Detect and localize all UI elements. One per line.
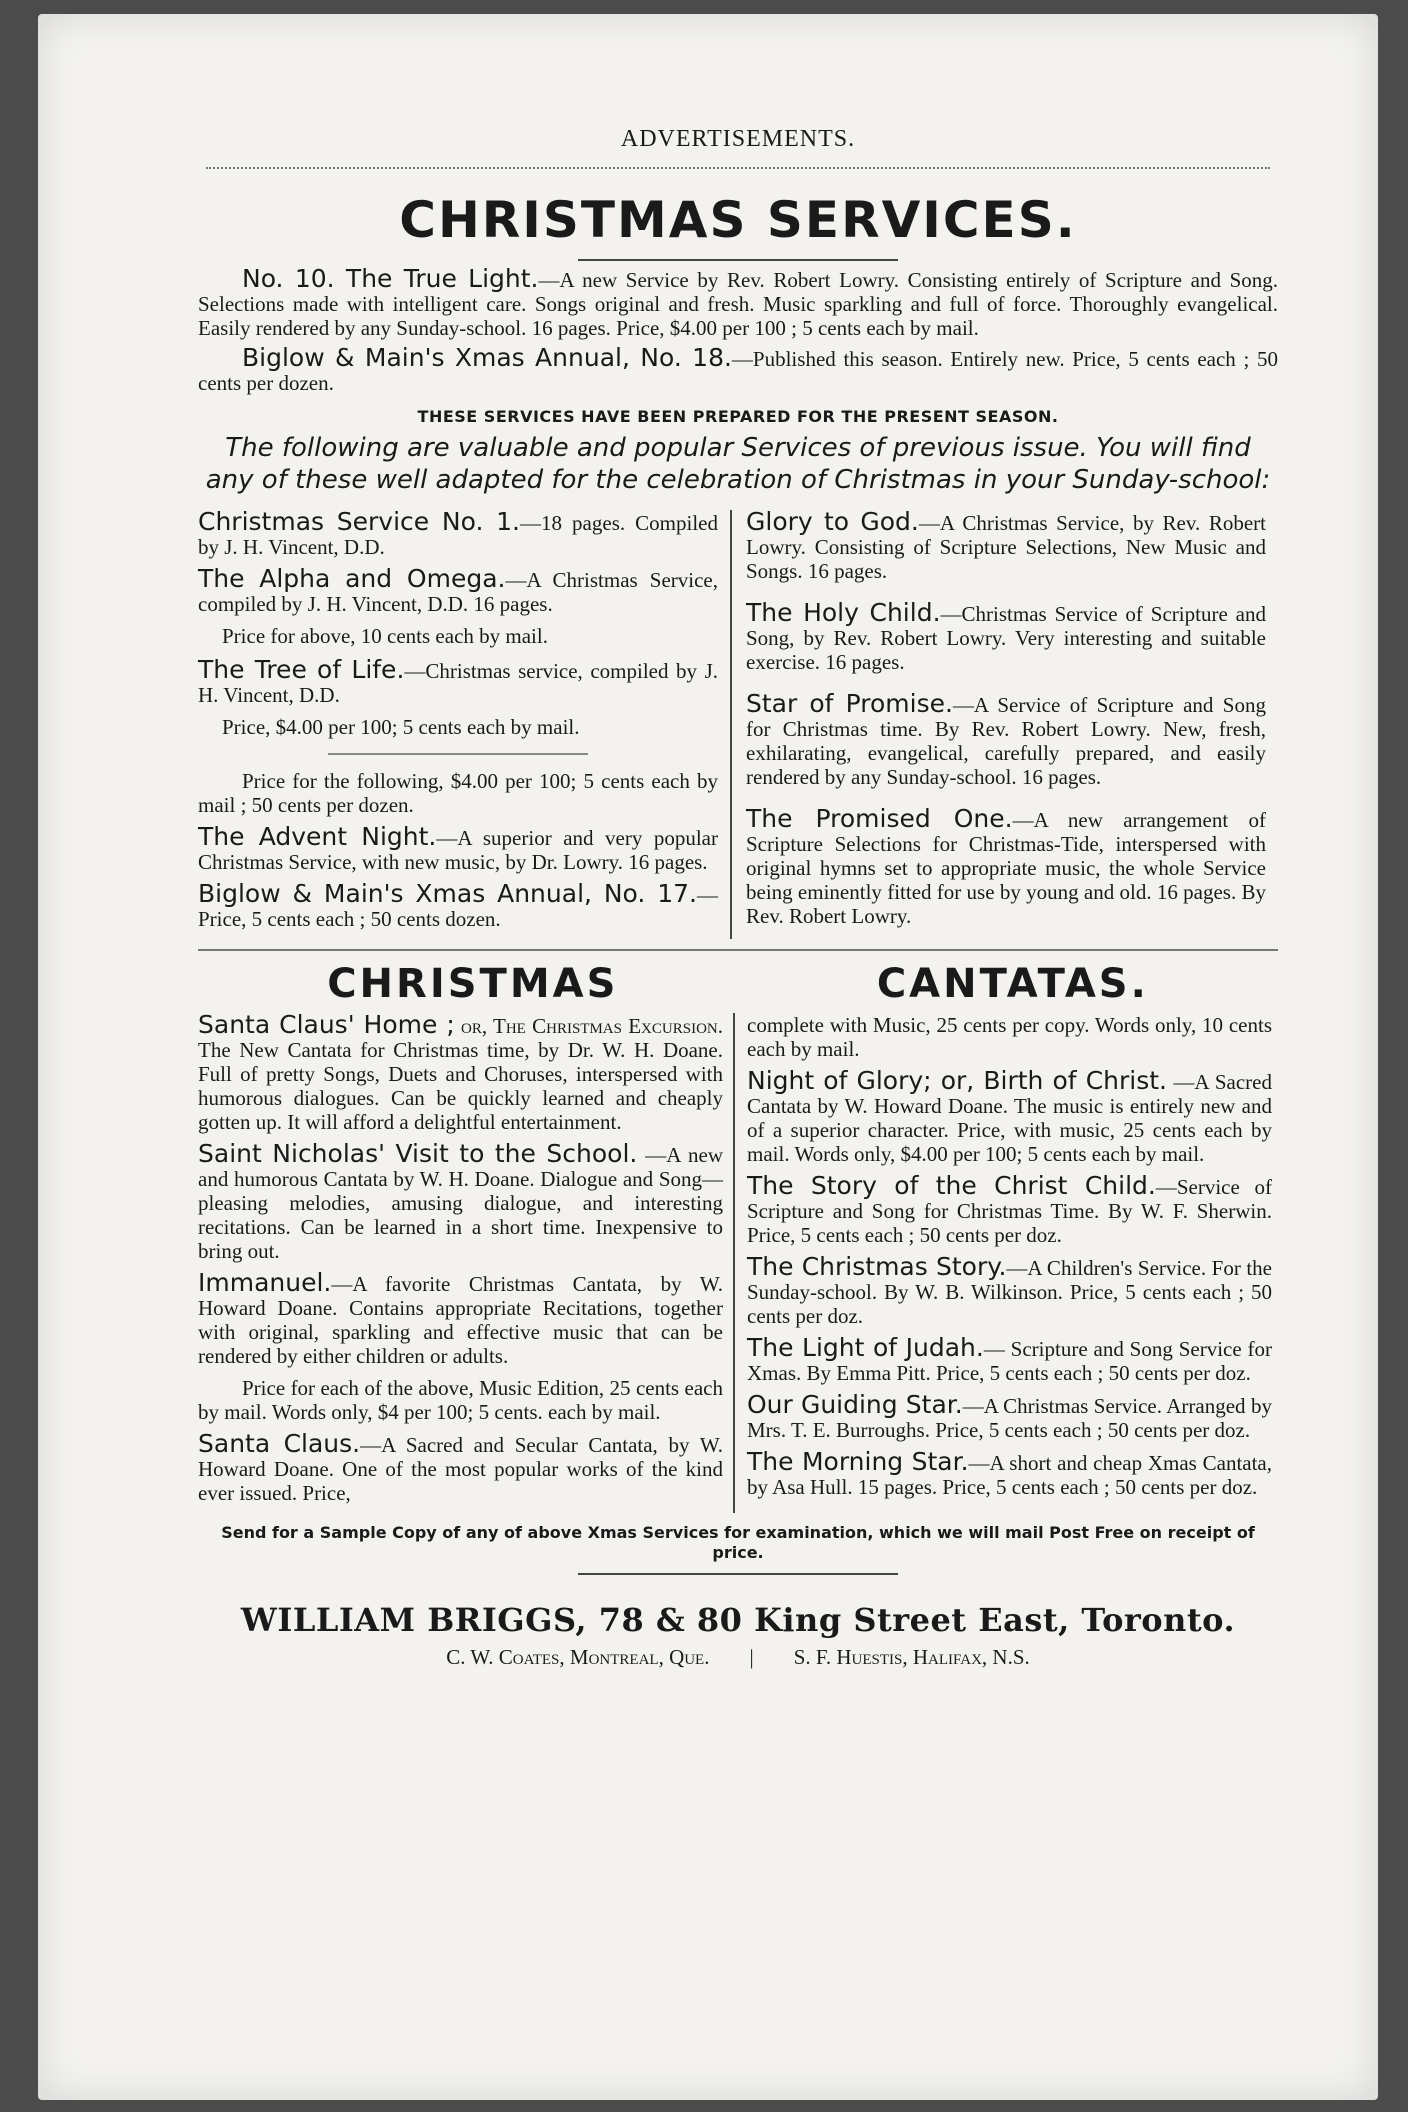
cantata-title: The Story of the Christ Child. (747, 1171, 1156, 1200)
service-entry (746, 804, 1266, 928)
cantata-text: —A short and cheap Xmas Cantata, by Asa Hull. 15 pages. Price, 5 cents each ; 50 cents per doz. (747, 1451, 1273, 1499)
dotted-rule (206, 167, 1270, 169)
agent-halifax: S. F. Huestis, Halifax, N.S. (793, 1645, 1030, 1669)
cantata-text: The New Cantata for Christmas time, by Dr. W. H. Doane. Full of pretty Songs, Duets and Choruses, interspersed with humorous dialogues. Can be quickly learned and cheaply gotten up. It will afford a delightful entertainment. (198, 1038, 723, 1134)
price-note: Price for each of the above, Music Edition, 25 cents each by mail. Words only, $4 per 100; 5 cents. each by mail. (198, 1376, 723, 1424)
service-entry (198, 822, 718, 874)
service-title: The Alpha and Omega. (198, 564, 506, 593)
cantata-text: — Scripture and Song Service for Xmas. By Emma Pitt. Price, 5 cents each ; 50 cents per doz. (747, 1337, 1272, 1385)
services-right-column (730, 507, 1266, 939)
cantata-entry (198, 1010, 723, 1134)
cantata-entry (747, 1171, 1272, 1247)
service-entry (198, 564, 719, 616)
service-entry (198, 655, 718, 707)
cantata-title: Night of Glory; or, Birth of Christ. (747, 1066, 1167, 1095)
intro-lead-1: No. 10. The True Light. (242, 264, 539, 293)
cantata-entry (747, 1447, 1273, 1499)
cantata-entry (747, 1252, 1272, 1328)
cantatas-columns (198, 1010, 1278, 1513)
title-rule (578, 259, 898, 261)
cantata-entry (198, 1429, 723, 1505)
service-text: —A superior and very popular Christmas Service, with new music, by Dr. Lowry. 16 pages. (198, 826, 718, 874)
publisher-name: WILLIAM BRIGGS, 78 & 80 King Street East, Toronto. (240, 1601, 1236, 1639)
cantata-entry (198, 1139, 723, 1263)
service-title: Glory to God. (746, 507, 919, 536)
cantata-entry (198, 1268, 723, 1368)
price-note: Price, $4.00 per 100; 5 cents each by mail. (222, 715, 580, 739)
cantata-subtitle: or, The Christmas Excursion. (454, 1014, 723, 1038)
agent-divider: | (749, 1645, 754, 1669)
section-rule (198, 949, 1278, 951)
service-title: The Tree of Life. (198, 655, 405, 684)
intro-lead-2: Biglow & Main's Xmas Annual, No. 18. (242, 343, 732, 372)
cantatas-left-column (198, 1010, 733, 1513)
service-entry (198, 879, 718, 931)
cantatas-heading (198, 961, 1278, 1007)
service-title: The Advent Night. (198, 822, 437, 851)
service-text: —A Christmas Service, compiled by J. H. Vincent, D.D. 16 pages. (198, 568, 719, 616)
footer-rule (578, 1573, 898, 1575)
service-text: —A Christmas Service, by Rev. Robert Lowry. Consisting of Scripture Selections, New Music and Songs. 16 pages. (746, 511, 1266, 583)
cantata-title: The Morning Star. (747, 1447, 969, 1476)
cantata-text: —A Children's Service. For the Sunday-school. By W. B. Wilkinson. Price, 5 cents each ; 50 cents per doz. (747, 1256, 1272, 1328)
services-left-column (198, 507, 730, 939)
service-text: —18 pages. Compiled by J. H. Vincent, D.D. (198, 511, 718, 559)
cantata-title: Saint Nicholas' Visit to the School. (198, 1139, 638, 1168)
page (38, 14, 1378, 2100)
cantata-title: Santa Claus. (198, 1429, 361, 1458)
services-columns (198, 507, 1278, 939)
season-notice: THESE SERVICES HAVE BEEN PREPARED FOR THE PRESENT SEASON. (417, 407, 1059, 426)
cantata-text: —Service of Scripture and Song for Christmas Time. By W. F. Sherwin. Price, 5 cents each ; 50 cents per doz. (747, 1175, 1272, 1247)
cantatas-heading-right: CANTATAS. (876, 961, 1149, 1007)
service-title: The Holy Child. (746, 598, 941, 627)
cantata-text: —A new and humorous Cantata by W. H. Doane. Dialogue and Song—pleasing melodies, amusing dialogue, and interesting recitations. Can be learned in a short time. Inexpensive to bring out. (198, 1143, 723, 1263)
cantata-text: —A Sacred Cantata by W. Howard Doane. The music is entirely new and of a superior character. Price, with music, 25 cents each by mail. Words only, $4.00 per 100; 5 cents each by mail. (747, 1070, 1272, 1166)
cantata-title: Santa Claus' Home ; (198, 1010, 455, 1039)
intro-text-2: —Published this season. Entirely new. Price, 5 cents each ; 50 cents per dozen. (198, 347, 1278, 395)
service-entry (746, 689, 1266, 789)
intro-paragraph-2 (198, 343, 1278, 395)
previous-issue-lead: The following are valuable and popular Services of previous issue. You will find any of these well adapted for the celebration of Christmas in your Sunday-school: (205, 433, 1271, 495)
cantata-title: The Light of Judah. (747, 1333, 984, 1362)
intro-paragraph-1 (198, 264, 1279, 340)
cantata-title: Immanuel. (198, 1268, 332, 1297)
service-text: —Price, 5 cents each ; 50 cents dozen. (198, 883, 718, 931)
cantatas-heading-left: CHRISTMAS (327, 961, 619, 1007)
service-text: —Christmas service, compiled by J. H. Vincent, D.D. (198, 659, 718, 707)
price-note: Price for above, 10 cents each by mail. (222, 624, 548, 648)
cantatas-right-column (733, 1013, 1272, 1513)
service-title: Star of Promise. (746, 689, 953, 718)
cantata-title: The Christmas Story. (747, 1252, 1007, 1281)
cantata-entry (747, 1333, 1272, 1385)
cantata-text: —A favorite Christmas Cantata, by W. Howard Doane. Contains appropriate Recitations, together with original, sparkling and effective music that can be rendered by either children or adults. (198, 1272, 723, 1368)
running-head: ADVERTISEMENTS. (620, 126, 856, 152)
cantata-text: —A Sacred and Secular Cantata, by W. Howard Doane. One of the most popular works of the kind ever issued. Price, (198, 1433, 723, 1505)
cantata-title: Our Guiding Star. (747, 1390, 963, 1419)
advertisement-body (198, 114, 1278, 1670)
service-text: —A Service of Scripture and Song for Christmas time. By Rev. Robert Lowry. New, fresh, exhilarating, evangelical, carefully prepared, and easily rendered by any Sunday-school. 16 pages. (746, 693, 1266, 789)
service-entry (198, 507, 718, 559)
service-text: —Christmas Service of Scripture and Song, by Rev. Robert Lowry. Very interesting and suitable exercise. 16 pages. (746, 602, 1266, 674)
service-entry (746, 507, 1266, 583)
column-separator (328, 753, 588, 755)
service-text: —A new arrangement of Scripture Selections for Christmas-Tide, interspersed with original hymns set to appropriate music, the whole Service being eminently fitted for use by young and old. 16 pages. By Rev. Robert Lowry. (746, 808, 1266, 928)
cantata-entry (747, 1390, 1273, 1442)
agents-line (198, 1645, 1278, 1670)
page-title: CHRISTMAS SERVICES. (399, 191, 1077, 249)
service-entry (746, 598, 1266, 674)
service-title: The Promised One. (746, 804, 1013, 833)
cantata-continued-text: complete with Music, 25 cents per copy. Words only, 10 cents each by mail. (747, 1013, 1272, 1061)
service-title: Biglow & Main's Xmas Annual, No. 17. (198, 879, 697, 908)
cantata-entry (747, 1066, 1272, 1166)
price-note: Price for the following, $4.00 per 100; 5 cents each by mail ; 50 cents per dozen. (198, 769, 718, 817)
intro-text-1: —A new Service by Rev. Robert Lowry. Consisting entirely of Scripture and Song. Selections made with intelligent care. Songs original and fresh. Music sparkling and full of force. Thoroughly evangelical. Easily rendered by any Sunday-school. 16 pages. Price, $4.00 per 100 ; 5 cents each by mail. (198, 268, 1279, 340)
cantata-text: —A Christmas Service. Arranged by Mrs. T. E. Burroughs. Price, 5 cents each ; 50 cents per doz. (747, 1394, 1273, 1442)
sample-copy-notice: Send for a Sample Copy of any of above Xmas Services for examination, which we will mail Post Free on receipt of price. (221, 1523, 1255, 1562)
agent-montreal: C. W. Coates, Montreal, Que. (446, 1645, 710, 1669)
service-title: Christmas Service No. 1. (198, 507, 521, 536)
